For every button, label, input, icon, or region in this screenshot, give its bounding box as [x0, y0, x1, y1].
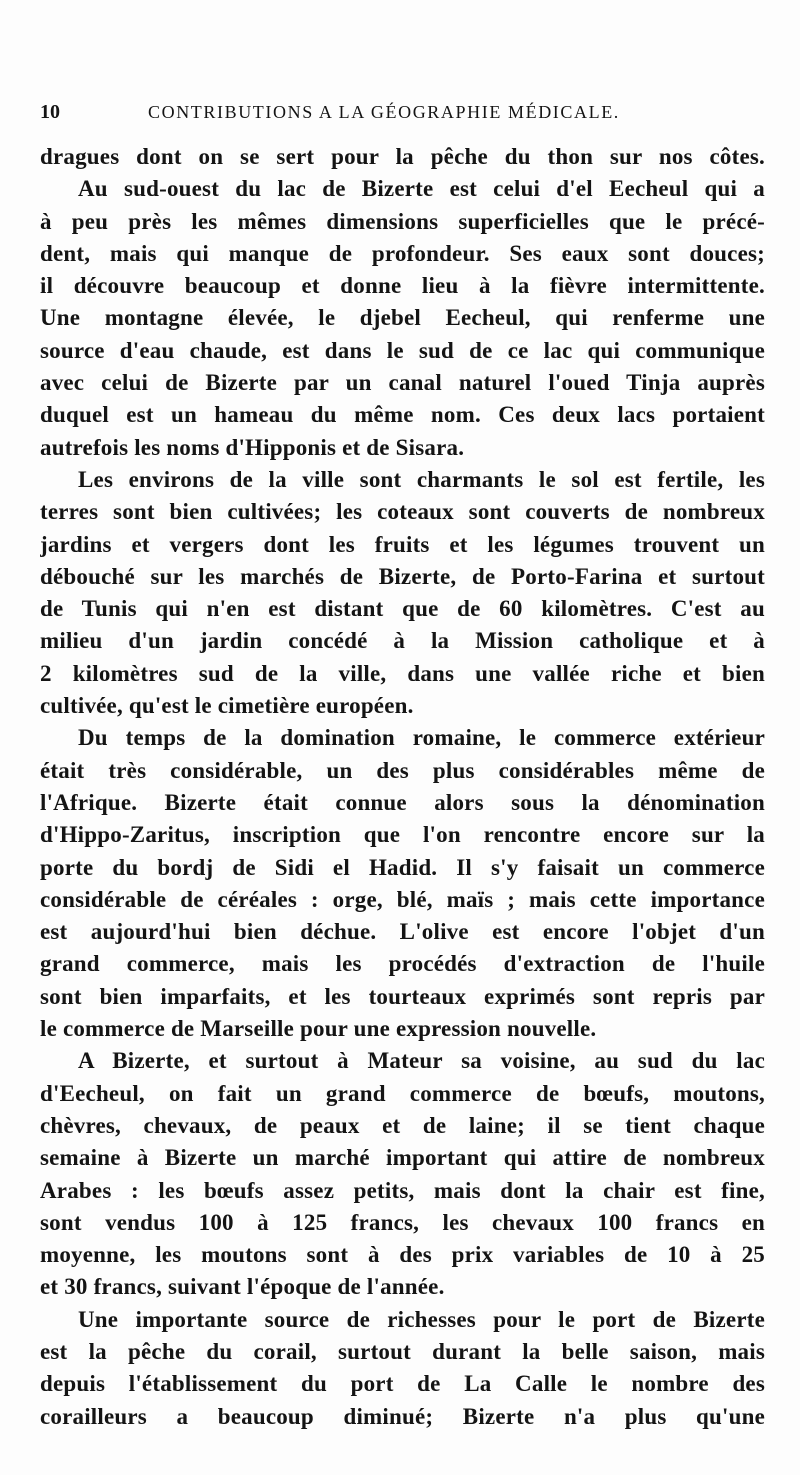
- paragraph-first-line: Du temps de la domination romaine, le commerce extérieur: [78, 725, 765, 751]
- text-line: depuis l'établissement du port de La Calle le nombre des: [40, 1371, 765, 1397]
- text-line: corailleurs a beaucoup diminué; Bizerte n'a plus qu'une: [40, 1403, 765, 1429]
- text-line: duquel est un hameau du même nom. Ces deux lacs portaient: [40, 402, 765, 428]
- text-line: débouché sur les marchés de Bizerte, de Porto-Farina et surtout: [40, 563, 765, 589]
- text-line: est aujourd'hui bien déchue. L'olive est encore l'objet d'un: [40, 919, 765, 945]
- paragraph-first-line: Une importante source de richesses pour le port de Bizerte: [78, 1306, 765, 1332]
- text-line: grand commerce, mais les procédés d'extraction de l'huile: [40, 951, 765, 977]
- body-text: [40, 141, 765, 1433]
- paragraph-first-line: A Bizerte, et surtout à Mateur sa voisine, au sud du lac: [78, 1048, 765, 1074]
- text-line: jardins et vergers dont les fruits et les légumes trouvent un: [40, 531, 765, 557]
- text-line: dent, mais qui manque de profondeur. Ses eaux sont douces;: [40, 240, 765, 266]
- text-line: de Tunis qui n'en est distant que de 60 kilomètres. C'est au: [40, 596, 765, 622]
- text-line: d'Hippo-Zaritus, inscription que l'on rencontre encore sur la: [40, 822, 765, 848]
- text-line: milieu d'un jardin concédé à la Mission catholique et à: [40, 628, 765, 654]
- text-line: source d'eau chaude, est dans le sud de ce lac qui communique: [40, 337, 765, 363]
- text-line: cultivée, qu'est le cimetière européen.: [40, 693, 414, 719]
- text-line: le commerce de Marseille pour une expression nouvelle.: [40, 1016, 597, 1042]
- text-line: et 30 francs, suivant l'époque de l'année.: [40, 1274, 445, 1300]
- text-line: est la pêche du corail, surtout durant la belle saison, mais: [40, 1338, 765, 1364]
- text-line: était très considérable, un des plus considérables même de: [40, 757, 765, 783]
- text-line: sont vendus 100 à 125 francs, les chevaux 100 francs en: [40, 1209, 765, 1235]
- text-line: à peu près les mêmes dimensions superficielles que le précé-: [40, 208, 765, 234]
- text-line: l'Afrique. Bizerte était connue alors sous la dénomination: [40, 789, 765, 815]
- text-line: terres sont bien cultivées; les coteaux sont couverts de nombreux: [40, 499, 765, 525]
- paragraph-first-line: Au sud-ouest du lac de Bizerte est celui d'el Eecheul qui a: [78, 176, 765, 202]
- text-line: autrefois les noms d'Hipponis et de Sisara.: [40, 434, 465, 460]
- text-line: sont bien imparfaits, et les tourteaux exprimés sont repris par: [40, 983, 765, 1009]
- text-line: semaine à Bizerte un marché important qui attire de nombreux: [40, 1145, 765, 1171]
- text-line: il découvre beaucoup et donne lieu à la fièvre intermittente.: [40, 273, 765, 299]
- text-line: 2 kilomètres sud de la ville, dans une vallée riche et bien: [40, 660, 765, 686]
- text-line: porte du bordj de Sidi el Hadid. Il s'y faisait un commerce: [40, 854, 765, 880]
- text-line: moyenne, les moutons sont à des prix variables de 10 à 25: [40, 1242, 765, 1268]
- paragraph-first-line: Les environs de la ville sont charmants le sol est fertile, les: [78, 466, 765, 492]
- text-line: chèvres, chevaux, de peaux et de laine; il se tient chaque: [40, 1112, 765, 1138]
- text-line: Une montagne élevée, le djebel Eecheul, qui renferme une: [40, 305, 765, 331]
- text-line: Arabes : les bœufs assez petits, mais dont la chair est fine,: [40, 1177, 765, 1203]
- text-line: d'Eecheul, on fait un grand commerce de bœufs, moutons,: [40, 1080, 765, 1106]
- page-number: 10: [40, 101, 60, 123]
- running-head: [40, 98, 765, 126]
- text-line: dragues dont on se sert pour la pêche du thon sur nos côtes.: [40, 144, 765, 169]
- running-title: CONTRIBUTIONS A LA GÉOGRAPHIE MÉDICALE.: [148, 102, 620, 122]
- text-line: considérable de céréales : orge, blé, maïs ; mais cette importance: [40, 886, 765, 912]
- text-line: avec celui de Bizerte par un canal naturel l'oued Tinja auprès: [40, 370, 765, 396]
